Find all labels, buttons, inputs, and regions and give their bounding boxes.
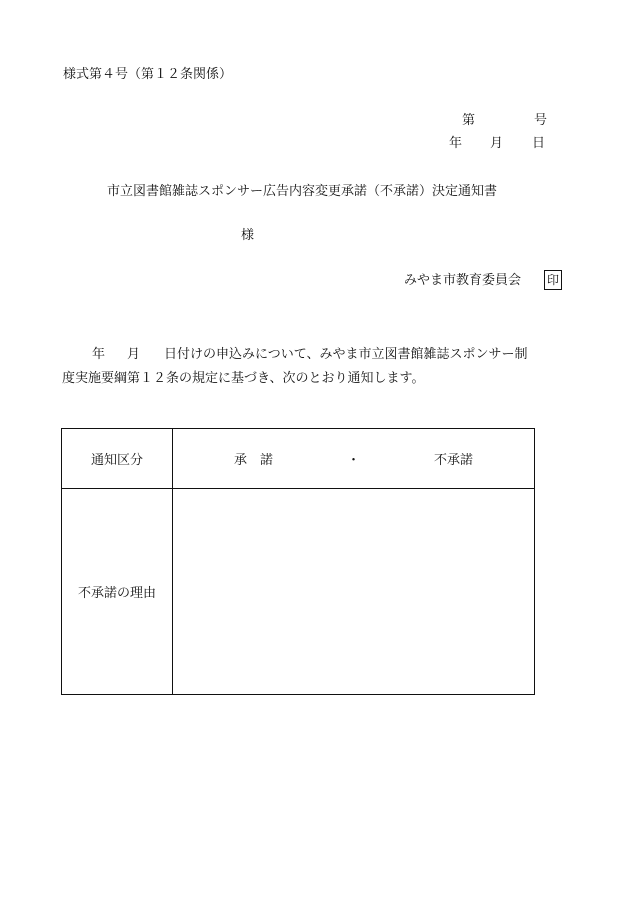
rejection-reason-field[interactable] [173,489,535,695]
body-year: 年 [92,347,106,362]
date-month-label: 月 [490,136,504,151]
form-number: 様式第４号（第１２条関係） [63,67,233,82]
body-month: 月 [127,347,141,362]
option-separator: ・ [346,453,360,468]
date-year-label: 年 [449,136,463,151]
notice-body [62,343,582,391]
document-title: 市立図書館雑誌スポンサー広告内容変更承諾（不承諾）決定通知書 [107,184,498,199]
seal-mark: 印 [546,273,559,287]
option-reject[interactable]: 不承諾 [434,453,474,468]
seal-box [544,270,562,290]
notice-category-label: 通知区分 [62,429,173,489]
issuer-name: みやま市教育委員会 [404,273,522,288]
document-number-label: 第 [462,113,476,128]
notice-category-options [173,429,535,489]
body-line-1-text: 日付けの申込みについて、みやま市立図書館雑誌スポンサー制 [164,347,528,362]
addressee-suffix: 様 [241,228,255,243]
table-row-notice-category [62,429,535,489]
body-line-2: 度実施要綱第１２条の規定に基づき、次のとおり通知します。 [62,371,425,386]
body-line-1 [62,343,582,367]
document-number-suffix: 号 [534,113,548,128]
table-row-rejection-reason [62,489,535,695]
date-day-label: 日 [532,136,546,151]
option-approve[interactable]: 承 諾 [233,453,273,468]
notice-table [61,428,535,695]
rejection-reason-label: 不承諾の理由 [62,489,173,695]
